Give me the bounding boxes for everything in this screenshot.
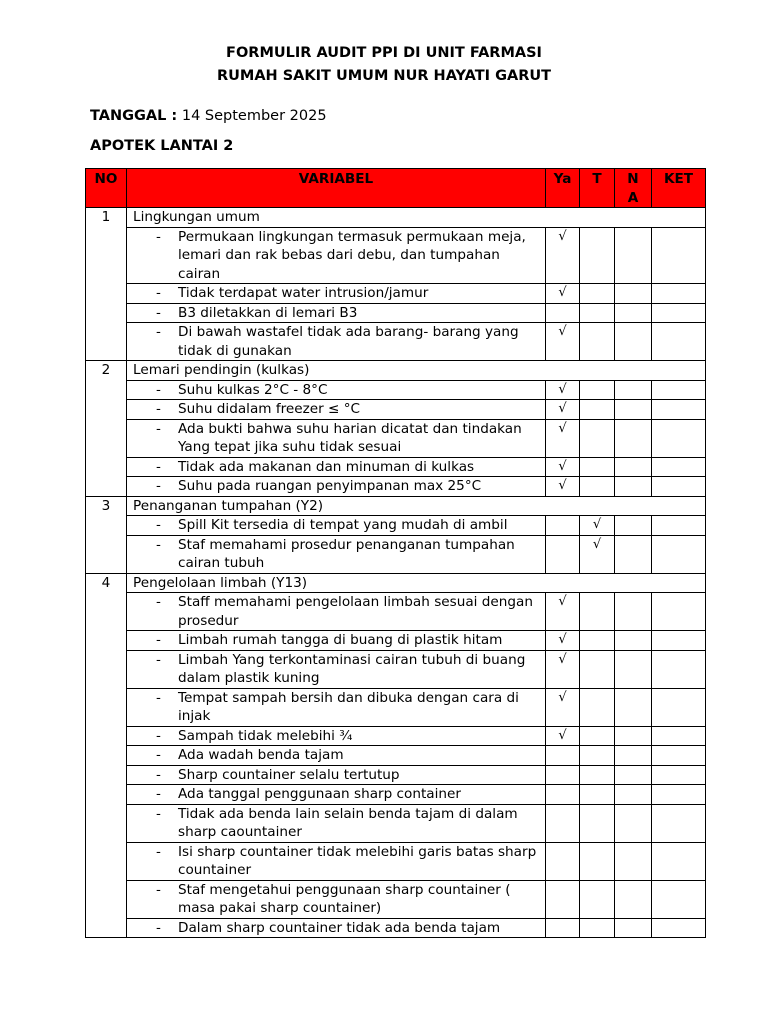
t-cell [580,650,615,688]
item-text: Ada tanggal penggunaan sharp container [178,786,461,802]
item-text: B3 diletakkan di lemari B3 [178,304,358,321]
ya-cell [546,284,580,304]
ket-cell [652,650,706,688]
item-text: Tidak ada makanan dan minuman di kulkas [178,458,475,475]
header-t: T [580,169,615,208]
item-text: Tidak terdapat water intrusion/jamur [178,285,429,301]
ya-cell [546,650,580,688]
na-cell [615,535,652,573]
item-text: Ada bukti bahwa suhu harian dicatat dan tindakan Yang tepat jika suhu tidak sesuai [178,420,522,455]
item-cell [127,688,546,726]
item-text: Ada wadah benda tajam [178,747,344,763]
t-cell [580,726,615,746]
ket-cell [652,746,706,766]
item-bullet: - [156,651,161,668]
item-cell [127,303,546,323]
ya-cell [546,227,580,284]
item-row [86,457,706,477]
item-bullet: - [156,420,161,437]
na-cell [615,227,652,284]
group-number: 3 [86,496,127,573]
ya-cell [546,457,580,477]
check-mark: √ [558,632,567,647]
item-bullet: - [156,727,161,744]
item-bullet: - [156,919,161,936]
ket-cell [652,804,706,842]
item-bullet: - [156,401,161,417]
t-cell [580,323,615,361]
item-bullet: - [156,766,161,783]
group-title: Lemari pendingin (kulkas) [127,361,706,381]
item-bullet: - [156,381,161,398]
check-mark: √ [558,478,567,493]
group-number: 4 [86,573,127,938]
t-cell [580,804,615,842]
date-value: 14 September 2025 [177,108,327,124]
item-bullet: - [156,786,161,802]
item-bullet: - [156,689,161,706]
ket-cell [652,726,706,746]
na-cell [615,765,652,785]
check-mark: √ [558,594,567,609]
item-row [86,765,706,785]
t-cell [580,227,615,284]
item-cell [127,650,546,688]
na-cell [615,323,652,361]
header-na [615,169,652,208]
t-cell [580,593,615,631]
item-bullet: - [156,478,161,494]
ket-cell [652,593,706,631]
ya-cell [546,477,580,497]
ket-cell [652,284,706,304]
item-cell [127,765,546,785]
ket-cell [652,535,706,573]
t-cell [580,284,615,304]
group-row [86,361,706,381]
na-cell [615,631,652,651]
item-row [86,284,706,304]
t-cell [580,419,615,457]
item-bullet: - [156,228,161,245]
header-ket: KET [652,169,706,208]
ya-cell [546,323,580,361]
item-cell [127,593,546,631]
check-mark: √ [592,536,602,552]
item-bullet: - [156,843,161,860]
item-cell [127,477,546,497]
ya-cell [546,918,580,938]
check-mark: √ [558,458,567,474]
item-row [86,516,706,536]
item-cell [127,785,546,805]
item-bullet: - [156,594,161,610]
group-row [86,496,706,516]
ya-cell [546,303,580,323]
audit-table-body [86,208,706,938]
t-cell [580,380,615,400]
check-mark: √ [592,517,602,532]
item-row [86,323,706,361]
ya-cell [546,842,580,880]
t-cell [580,688,615,726]
ket-cell [652,477,706,497]
ya-cell [546,419,580,457]
item-text: Sharp countainer selalu tertutup [178,766,400,783]
ket-cell [652,765,706,785]
na-cell [615,303,652,323]
section-title: APOTEK LANTAI 2 [90,138,234,154]
na-cell [615,842,652,880]
item-bullet: - [156,517,161,533]
ya-cell [546,380,580,400]
ya-cell [546,746,580,766]
item-row [86,400,706,420]
ya-cell [546,880,580,918]
item-text: Limbah Yang terkontaminasi cairan tubuh di buang dalam plastik kuning [178,651,526,686]
na-cell [615,419,652,457]
ya-cell [546,726,580,746]
check-mark: √ [558,727,567,743]
item-bullet: - [156,881,161,898]
header-na-line1: N [627,171,639,187]
item-cell [127,400,546,420]
date-label: TANGGAL : [90,108,178,124]
item-text: Spill Kit tersedia di tempat yang mudah di ambil [178,517,508,533]
ya-cell [546,688,580,726]
ya-cell [546,785,580,805]
item-text: Dalam sharp countainer tidak ada benda tajam [178,919,501,936]
group-title: Lingkungan umum [127,208,706,228]
t-cell [580,880,615,918]
item-row [86,842,706,880]
na-cell [615,918,652,938]
item-row [86,631,706,651]
check-mark: √ [558,324,567,339]
na-cell [615,804,652,842]
check-mark: √ [558,401,567,416]
item-text: Staf memahami prosedur penanganan tumpahan cairan tubuh [178,536,515,571]
item-row [86,726,706,746]
ya-cell [546,516,580,536]
table-header-row [86,169,706,208]
ya-cell [546,535,580,573]
na-cell [615,477,652,497]
item-text: Isi sharp countainer tidak melebihi garis batas sharp countainer [178,843,537,878]
item-cell [127,880,546,918]
item-bullet: - [156,285,161,301]
item-text: Tidak ada benda lain selain benda tajam di dalam sharp caountainer [178,805,518,840]
na-cell [615,457,652,477]
group-number: 2 [86,361,127,497]
item-text: Sampah tidak melebihi ¾ [178,727,353,744]
t-cell [580,918,615,938]
item-cell [127,842,546,880]
t-cell [580,477,615,497]
group-number: 1 [86,208,127,361]
t-cell [580,516,615,536]
item-row [86,535,706,573]
item-cell [127,284,546,304]
item-bullet: - [156,805,161,822]
ket-cell [652,419,706,457]
t-cell [580,746,615,766]
na-cell [615,380,652,400]
item-cell [127,726,546,746]
ya-cell [546,593,580,631]
header-no: NO [86,169,127,208]
ket-cell [652,688,706,726]
na-cell [615,880,652,918]
item-text: Staff memahami pengelolaan limbah sesuai dengan prosedur [178,594,533,629]
item-text: Suhu pada ruangan penyimpanan max 25°C [178,478,482,494]
item-row [86,477,706,497]
check-mark: √ [558,651,567,667]
group-row [86,573,706,593]
t-cell [580,631,615,651]
item-text: Tempat sampah bersih dan dibuka dengan cara di injak [178,689,519,724]
check-mark: √ [558,285,567,300]
t-cell [580,765,615,785]
group-row [86,208,706,228]
item-text: Suhu kulkas 2°C - 8°C [178,381,328,398]
form-title-line1: FORMULIR AUDIT PPI DI UNIT FARMASI [226,45,542,61]
item-row [86,746,706,766]
item-row [86,303,706,323]
ket-cell [652,303,706,323]
group-title: Penanganan tumpahan (Y2) [127,496,706,516]
item-cell [127,457,546,477]
na-cell [615,726,652,746]
ya-cell [546,631,580,651]
na-cell [615,516,652,536]
ket-cell [652,457,706,477]
item-cell [127,323,546,361]
t-cell [580,842,615,880]
item-cell [127,918,546,938]
item-row [86,650,706,688]
item-row [86,593,706,631]
item-bullet: - [156,747,161,763]
item-bullet: - [156,632,161,648]
item-bullet: - [156,304,161,321]
ket-cell [652,380,706,400]
date-line [90,108,327,124]
ket-cell [652,323,706,361]
item-cell [127,516,546,536]
item-row [86,688,706,726]
na-cell [615,400,652,420]
na-cell [615,688,652,726]
item-text: Limbah rumah tangga di buang di plastik hitam [178,632,503,648]
na-cell [615,593,652,631]
item-row [86,785,706,805]
form-title-line2: RUMAH SAKIT UMUM NUR HAYATI GARUT [216,68,552,84]
item-row [86,804,706,842]
t-cell [580,303,615,323]
item-cell [127,535,546,573]
item-row [86,880,706,918]
ket-cell [652,918,706,938]
item-row [86,918,706,938]
ya-cell [546,765,580,785]
item-cell [127,804,546,842]
header-na-line2: A [627,189,639,206]
item-cell [127,227,546,284]
item-bullet: - [156,536,161,553]
ket-cell [652,516,706,536]
ket-cell [652,227,706,284]
ket-cell [652,400,706,420]
item-text: Suhu didalam freezer ≤ °C [178,401,361,417]
item-bullet: - [156,324,161,340]
ket-cell [652,785,706,805]
item-text: Staf mengetahui penggunaan sharp countainer ( masa pakai sharp countainer) [178,881,511,916]
t-cell [580,457,615,477]
header-variabel: VARIABEL [127,169,546,208]
check-mark: √ [558,228,567,244]
ya-cell [546,804,580,842]
ket-cell [652,880,706,918]
item-text: Permukaan lingkungan termasuk permukaan meja, lemari dan rak bebas dari debu, dan tumpahan cairan [178,228,526,282]
item-row [86,380,706,400]
na-cell [615,785,652,805]
ket-cell [652,631,706,651]
ya-cell [546,400,580,420]
item-cell [127,380,546,400]
t-cell [580,535,615,573]
item-cell [127,746,546,766]
check-mark: √ [558,381,567,397]
na-cell [615,746,652,766]
item-row [86,419,706,457]
item-bullet: - [156,458,161,475]
t-cell [580,400,615,420]
audit-table [85,168,706,938]
t-cell [580,785,615,805]
item-row [86,227,706,284]
item-cell [127,631,546,651]
ket-cell [652,842,706,880]
check-mark: √ [558,420,567,436]
group-title: Pengelolaan limbah (Y13) [127,573,706,593]
header-ya: Ya [546,169,580,208]
na-cell [615,650,652,688]
na-cell [615,284,652,304]
check-mark: √ [558,689,567,705]
item-text: Di bawah wastafel tidak ada barang- barang yang tidak di gunakan [178,324,519,359]
item-cell [127,419,546,457]
